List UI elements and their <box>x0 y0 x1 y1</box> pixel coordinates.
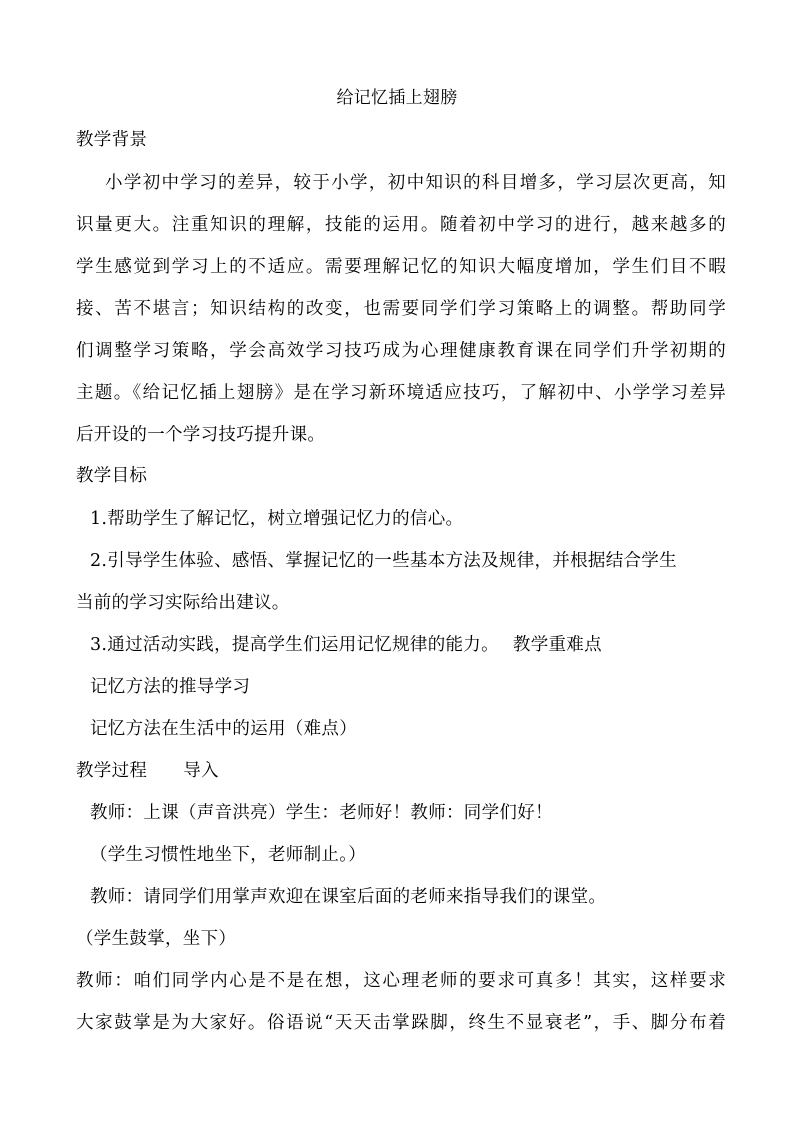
background-paragraph-line: 后开设的一个学习技巧提升课。 <box>76 425 326 445</box>
key-points-heading: 教学重难点 <box>512 635 602 655</box>
process-heading: 教学过程 <box>76 761 148 781</box>
dialogue-line: 大家鼓掌是为大家好。俗语说“天天击掌跺脚，终生不显衰老”，手、脚分布着 <box>76 1013 726 1033</box>
background-paragraph-line: 主题。《给记忆插上翅膀》是在学习新环境适应技巧，了解初中、小学学习差异 <box>76 383 726 403</box>
dialogue-line: 教师：上课（声音洪亮）学生：老师好！教师：同学们好！ <box>90 803 553 823</box>
dialogue-line: （学生鼓掌，坐下） <box>76 929 237 949</box>
goals-heading: 教学目标 <box>76 466 148 486</box>
process-heading-row <box>76 759 726 783</box>
goal-item-1: 1.帮助学生了解记忆，树立增强记忆力的信心。 <box>90 509 464 529</box>
intro-heading: 导入 <box>183 761 219 781</box>
key-point-2: 记忆方法在生活中的运用（难点） <box>90 719 357 739</box>
background-heading: 教学背景 <box>76 130 148 150</box>
goal-item-3-row <box>90 633 740 657</box>
background-paragraph-line: 们调整学习策略，学会高效学习技巧成为心理健康教育课在同学们升学初期的 <box>76 341 726 361</box>
dialogue-line: 教师：请同学们用掌声欢迎在课室后面的老师来指导我们的课堂。 <box>90 887 607 907</box>
key-point-1: 记忆方法的推导学习 <box>90 677 251 697</box>
dialogue-line: 教师：咱们同学内心是不是在想，这心理老师的要求可真多！其实，这样要求 <box>76 971 726 991</box>
goal-item-2-line1: 2.引导学生体验、感悟、掌握记忆的一些基本方法及规律，并根据结合学生 <box>90 551 677 571</box>
background-paragraph-line: 接、苦不堪言；知识结构的改变，也需要同学们学习策略上的调整。帮助同学 <box>76 299 726 319</box>
document-title: 给记忆插上翅膀 <box>336 88 458 108</box>
dialogue-line: （学生习惯性地坐下，老师制止。） <box>90 845 367 865</box>
goal-item-2-line2: 当前的学习实际给出建议。 <box>76 593 290 613</box>
background-paragraph-line: 小学初中学习的差异，较于小学，初中知识的科目增多，学习层次更高，知 <box>105 173 726 193</box>
goal-item-3: 3.通过活动实践，提高学生们运用记忆规律的能力。 <box>90 635 499 655</box>
background-paragraph-line: 识量更大。注重知识的理解，技能的运用。随着初中学习的进行，越来越多的 <box>76 215 726 235</box>
background-paragraph-line: 学生感觉到学习上的不适应。需要理解记忆的知识大幅度增加，学生们目不暇 <box>76 257 726 277</box>
